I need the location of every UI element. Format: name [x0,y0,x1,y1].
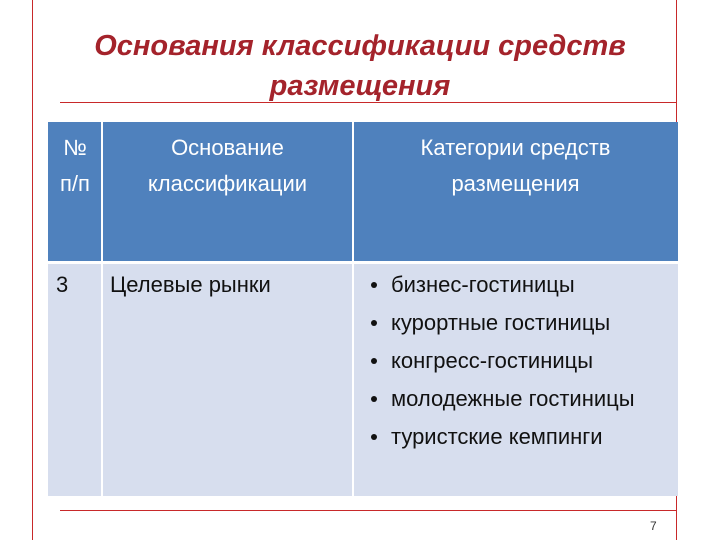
header-categories-line2: размещения [451,171,580,196]
slide-title [40,26,680,106]
slide-number: 7 [650,519,657,533]
list-item: молодежные гостиницы [361,380,672,418]
list-item: туристские кемпинги [361,418,672,456]
list-item: бизнес-гостиницы [361,266,672,304]
table-row-categories [353,266,678,456]
header-number-cell [48,130,102,202]
list-item: курортные гостиницы [361,304,672,342]
list-item: конгресс-гостиницы [361,342,672,380]
slide-title-line1: Основания классификации средств [94,30,626,62]
header-number-line1: № [63,135,87,160]
frame-left-line [32,0,33,540]
header-categories-cell [353,130,678,202]
frame-bottom-line [60,510,676,511]
header-basis-line2: классификации [147,171,308,196]
table-row-number: 3 [56,272,69,297]
slide-title-line2: размещения [269,70,451,102]
categories-list [361,266,672,456]
column-divider-1 [101,122,103,496]
header-number-line2: п/п [60,171,90,196]
table-row-basis: Целевые рынки [110,272,271,297]
header-basis-line1: Основание [171,135,284,160]
header-divider [48,261,678,264]
header-basis-cell [102,130,353,202]
classification-table [48,122,678,496]
header-categories-line1: Категории средств [420,135,611,160]
